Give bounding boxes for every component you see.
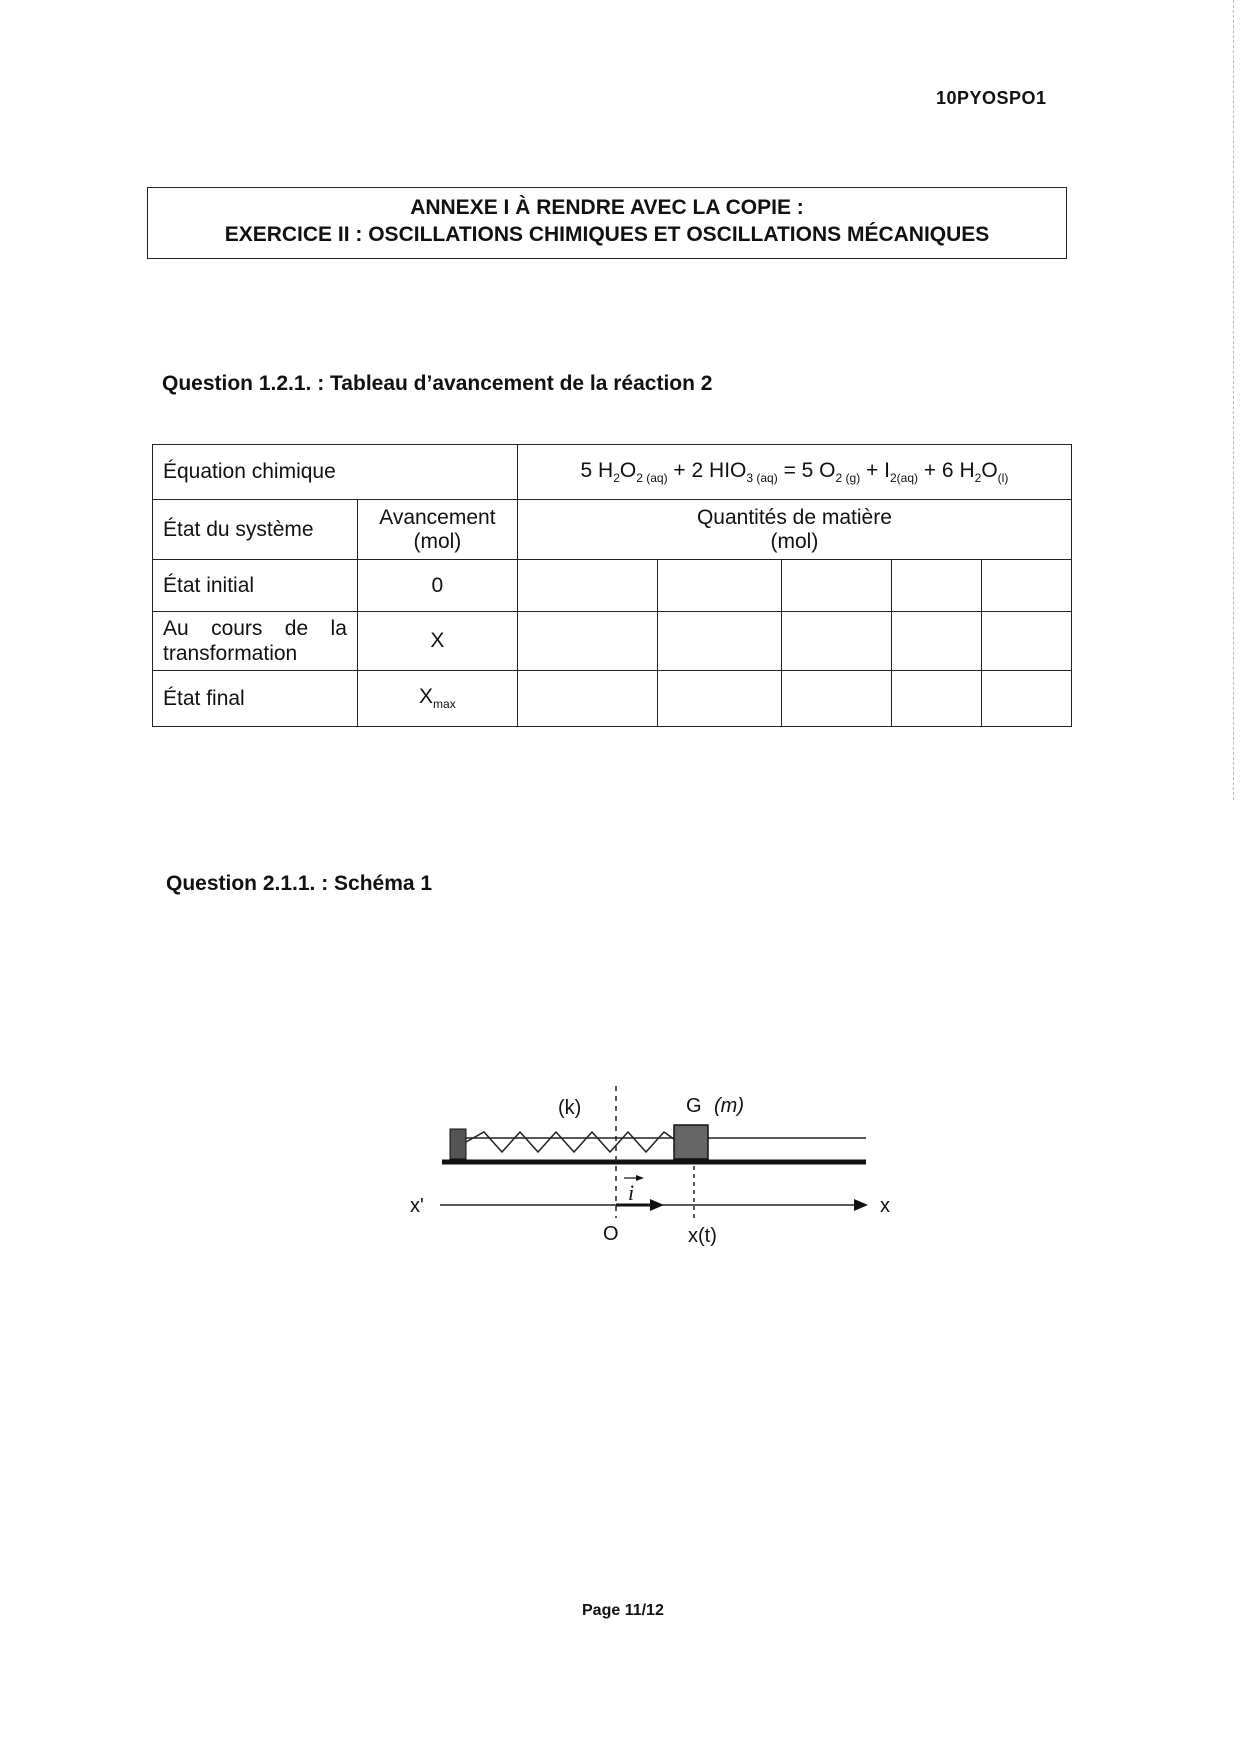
empty-quantity-cell[interactable] <box>782 671 892 727</box>
table-row <box>153 612 1072 671</box>
unit-vector-label: i <box>628 1180 635 1205</box>
scan-edge-mark <box>1233 0 1234 800</box>
annex-title-line1: ANNEXE I À RENDRE AVEC LA COPIE : <box>410 196 804 219</box>
table-row <box>153 445 1072 500</box>
empty-quantity-cell[interactable] <box>517 612 657 671</box>
empty-quantity-cell[interactable] <box>892 612 982 671</box>
spring-label: (k) <box>558 1097 582 1119</box>
empty-quantity-cell[interactable] <box>982 612 1072 671</box>
empty-quantity-cell[interactable] <box>657 560 782 612</box>
table-row <box>153 560 1072 612</box>
avancement-initial-cell: 0 <box>357 560 517 612</box>
state-header-cell: État du système <box>153 500 358 560</box>
page-number: Page 11/12 <box>582 1602 664 1619</box>
spring-icon <box>466 1132 678 1152</box>
empty-quantity-cell[interactable] <box>657 671 782 727</box>
empty-quantity-cell[interactable] <box>657 612 782 671</box>
x-axis-arrow-icon <box>854 1199 868 1211</box>
table-row <box>153 671 1072 727</box>
empty-quantity-cell[interactable] <box>517 560 657 612</box>
mass-label: G <box>686 1095 702 1117</box>
empty-quantity-cell[interactable] <box>982 560 1072 612</box>
spring-mass-diagram <box>380 1080 900 1260</box>
avancement-header-cell: Avancement (mol) <box>357 500 517 560</box>
mass-block <box>674 1125 708 1159</box>
chemical-equation-cell: 5 $H_2O_{2 (aq)} + 2$ $HIO_{3 (aq)} = 5$ $O_{2 (g)} + I_{2(aq)} + 6$ $H_2O_{(l)}$ <box>517 445 1071 500</box>
question-1-label: Question 1.2.1. : Tableau d’avancement de la réaction 2 <box>162 372 713 395</box>
mass-param-label: (m) <box>714 1095 744 1117</box>
unit-vector-arrow-icon <box>650 1199 664 1211</box>
vector-bar-arrow-icon <box>636 1175 644 1181</box>
annex-title-box <box>147 187 1067 259</box>
annex-title-line2: EXERCICE II : OSCILLATIONS CHIMIQUES ET OSCILLATIONS MÉCANIQUES <box>224 223 990 246</box>
empty-quantity-cell[interactable] <box>892 560 982 612</box>
empty-quantity-cell[interactable] <box>982 671 1072 727</box>
empty-quantity-cell[interactable] <box>517 671 657 727</box>
wall-block <box>450 1129 466 1159</box>
x-prime-label: x' <box>410 1195 424 1217</box>
x-label: x <box>880 1195 890 1217</box>
state-initial-cell: État initial <box>153 560 358 612</box>
position-label: x(t) <box>688 1225 717 1247</box>
avancement-final-cell: $X_{max}$ <box>357 671 517 727</box>
document-code: 10PYOSPO1 <box>936 88 1047 108</box>
table-row <box>153 500 1072 560</box>
avancement-during-cell: X <box>357 612 517 671</box>
question-2-label: Question 2.1.1. : Schéma 1 <box>166 872 433 895</box>
state-during-cell: Au cours de la transformation <box>153 612 358 671</box>
empty-quantity-cell[interactable] <box>782 560 892 612</box>
empty-quantity-cell[interactable] <box>892 671 982 727</box>
advancement-table <box>152 444 1072 727</box>
origin-label: O <box>603 1223 619 1245</box>
quantites-header-cell: Quantités de matière (mol) <box>517 500 1071 560</box>
equation-label-cell: Équation chimique <box>153 445 518 500</box>
state-final-cell: État final <box>153 671 358 727</box>
empty-quantity-cell[interactable] <box>782 612 892 671</box>
